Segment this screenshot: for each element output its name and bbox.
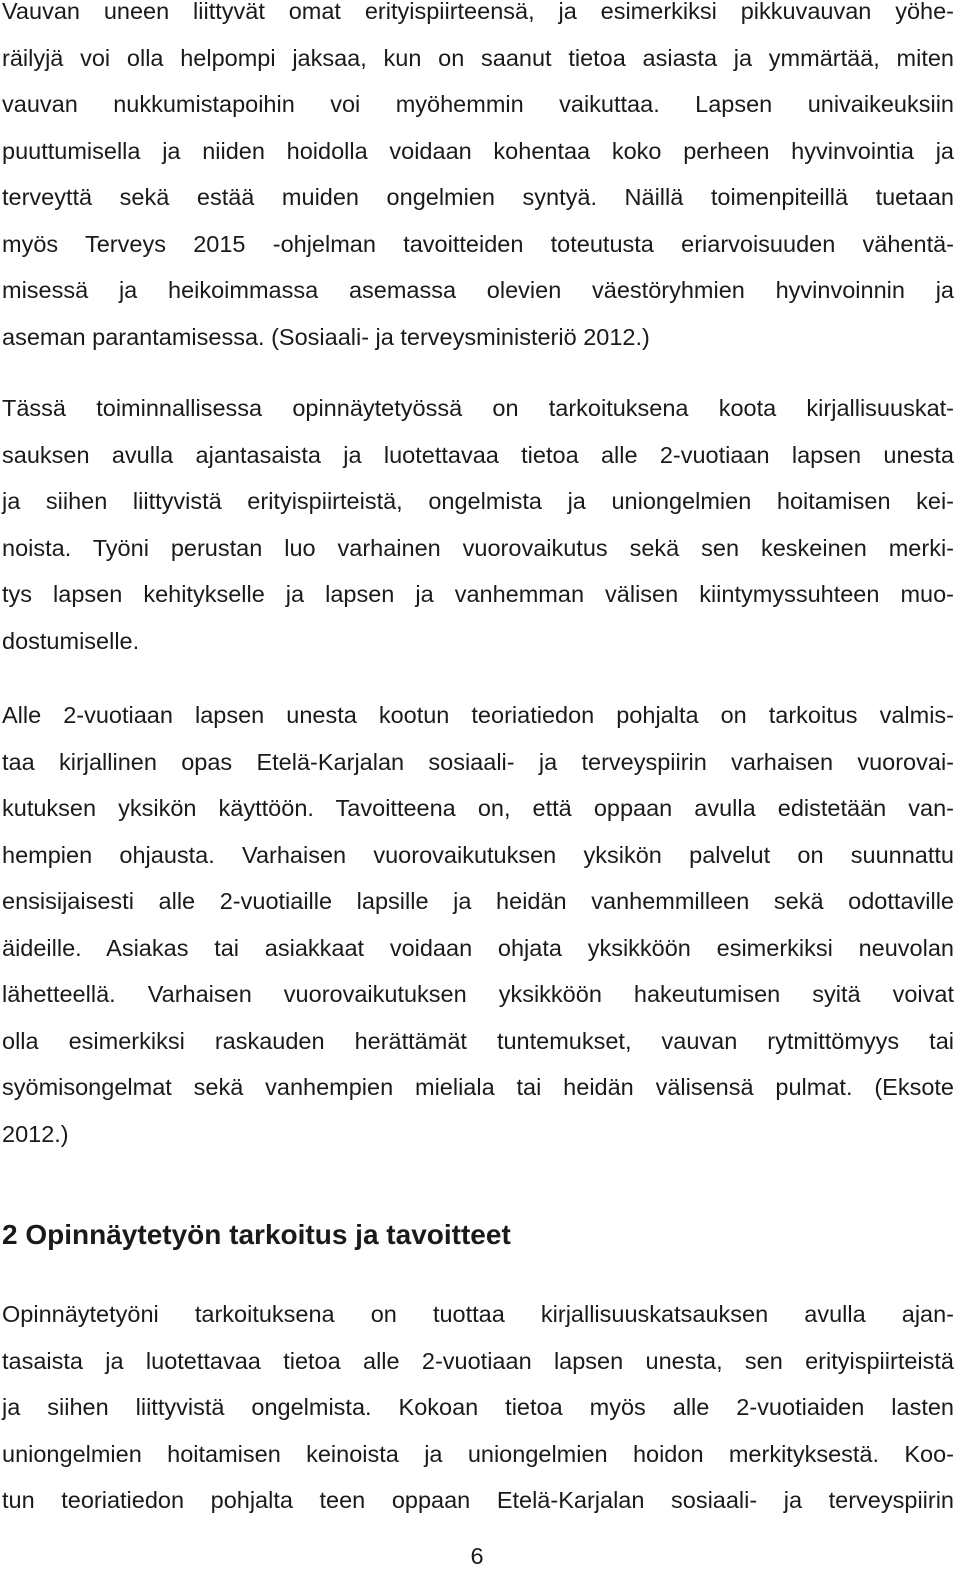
text-line: Opinnäytetyöni tarkoituksena on tuottaa kirjallisuuskatsauksen avulla ajan-	[2, 1301, 954, 1327]
text-line: noista. Työni perustan luo varhainen vuorovaikutus sekä sen keskeinen merki-	[2, 534, 954, 561]
text-line: ja siihen liittyvistä erityispiirteistä, ongelmista ja uniongelmien hoitamisen kei-	[2, 488, 954, 514]
body-paragraph-1	[2, 0, 954, 360]
text-line: aseman parantamisessa. (Sosiaali- ja terveysministeriö 2012.)	[2, 323, 650, 350]
text-line: myös Terveys 2015 -ohjelman tavoitteiden toteutusta eriarvoisuuden vähentä-	[2, 230, 954, 257]
text-line: lähetteellä. Varhaisen vuorovaikutuksen yksikköön hakeutumisen syitä voivat	[2, 981, 954, 1007]
text-line: kutuksen yksikön käyttöön. Tavoitteena on, että oppaan avulla edistetään van-	[2, 795, 954, 821]
text-line: Tässä toiminnallisessa opinnäytetyössä on tarkoituksena koota kirjallisuuskat-	[2, 395, 954, 421]
text-line: vauvan nukkumistapoihin voi myöhemmin vaikuttaa. Lapsen univaikeuksiin	[2, 91, 954, 117]
text-line: äideille. Asiakas tai asiakkaat voidaan ohjata yksikköön esimerkiksi neuvolan	[2, 934, 954, 961]
text-line: misessä ja heikoimmassa asemassa olevien väestöryhmien hyvinvoinnin ja	[2, 277, 954, 303]
text-line: syömisongelmat sekä vanhempien mieliala tai heidän välisensä pulmat. (Eksote	[2, 1074, 954, 1100]
text-line: tun teoriatiedon pohjalta teen oppaan Etelä-Karjalan sosiaali- ja terveyspiirin	[2, 1487, 954, 1513]
section-heading: 2 Opinnäytetyön tarkoitus ja tavoitteet	[2, 1219, 511, 1250]
text-line: sauksen avulla ajantasaista ja luotettavaa tietoa alle 2-vuotiaan lapsen unesta	[2, 441, 954, 468]
text-line: tasaista ja luotettavaa tietoa alle 2-vuotiaan lapsen unesta, sen erityispiirteistä	[2, 1347, 954, 1374]
text-line: puuttumisella ja niiden hoidolla voidaan kohentaa koko perheen hyvinvointia ja	[2, 137, 954, 164]
text-line: tys lapsen kehitykselle ja lapsen ja vanhemman välisen kiintymyssuhteen muo-	[2, 581, 954, 607]
text-line: hempien ohjausta. Varhaisen vuorovaikutuksen yksikön palvelut on suunnattu	[2, 841, 954, 868]
text-line: olla esimerkiksi raskauden herättämät tuntemukset, vauvan rytmittömyys tai	[2, 1027, 954, 1054]
text-line: terveyttä sekä estää muiden ongelmien syntyä. Näillä toimenpiteillä tuetaan	[2, 184, 954, 210]
text-line: dostumiselle.	[2, 627, 140, 654]
text-line: räilyjä voi olla helpompi jaksaa, kun on saanut tietoa asiasta ja ymmärtää, miten	[2, 44, 954, 71]
body-paragraph-3	[2, 692, 954, 1157]
text-line: uniongelmien hoitamisen keinoista ja uniongelmien hoidon merkityksestä. Koo-	[2, 1440, 954, 1467]
text-line: 2012.)	[2, 1120, 69, 1147]
text-line: taa kirjallinen opas Etelä-Karjalan sosiaali- ja terveyspiirin varhaisen vuorovai-	[2, 748, 954, 775]
body-paragraph-2	[2, 385, 954, 664]
text-line: Vauvan uneen liittyvät omat erityispiirteensä, ja esimerkiksi pikkuvauvan yöhe-	[2, 0, 954, 24]
text-line: Alle 2-vuotiaan lapsen unesta kootun teoriatiedon pohjalta on tarkoitus valmis-	[2, 702, 954, 728]
page-number: 6	[470, 1543, 484, 1569]
text-line: ja siihen liittyvistä ongelmista. Kokoan tietoa myös alle 2-vuotiaiden lasten	[2, 1394, 954, 1420]
section-paragraph	[2, 1291, 954, 1524]
text-line: ensisijaisesti alle 2-vuotiaille lapsille ja heidän vanhemmilleen sekä odottaville	[2, 888, 954, 914]
